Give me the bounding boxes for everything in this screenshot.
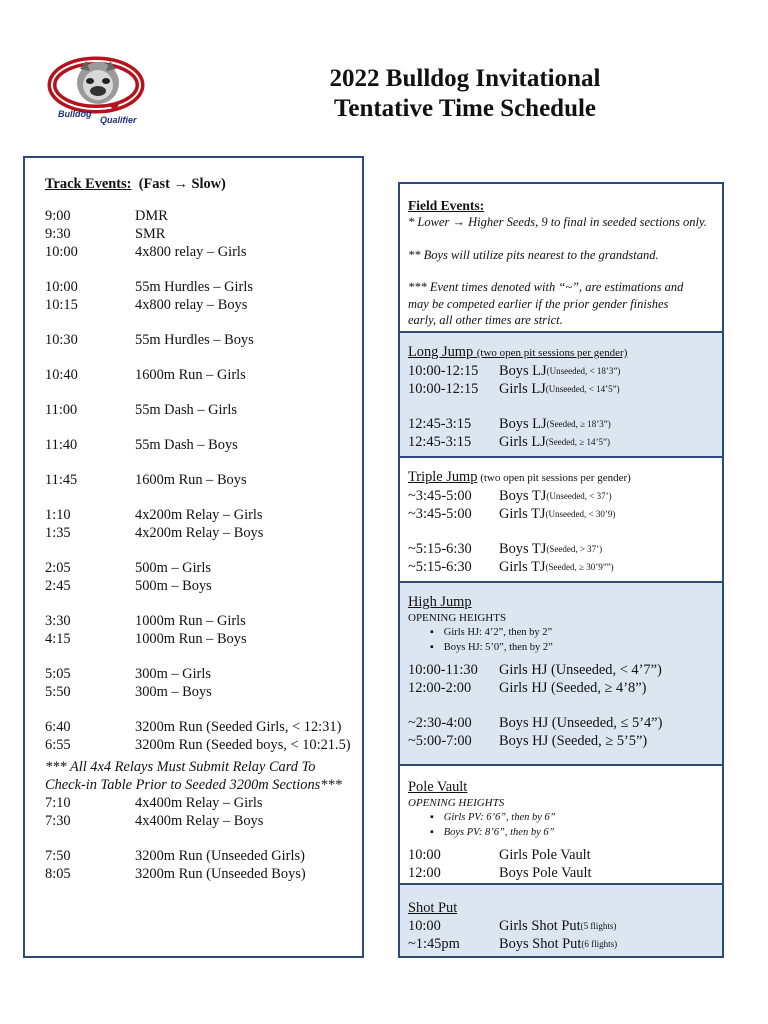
- event-row: [45, 794, 362, 812]
- event-row: [45, 278, 362, 296]
- track-events-order-note: (Fast → Slow): [138, 176, 226, 192]
- event-name: 1000m Run – Girls: [135, 613, 246, 629]
- high-jump-girls-opening: ▪ Girls HJ: 4’2”, then by 2”: [408, 625, 714, 640]
- schedule-time: 10:00-12:15: [408, 381, 479, 397]
- schedule-row: [408, 433, 714, 451]
- schedule-time: ~5:15-6:30: [408, 541, 472, 557]
- schedule-event: Girls TJ: [499, 559, 546, 575]
- schedule-event: Girls TJ: [499, 506, 546, 522]
- row-gap: [45, 701, 362, 718]
- schedule-row: [408, 935, 714, 953]
- event-name: 55m Hurdles – Boys: [135, 332, 254, 348]
- row-gap: [45, 454, 362, 471]
- triple-jump-box: [398, 456, 724, 583]
- event-row: [45, 736, 362, 754]
- event-name: 500m – Boys: [135, 578, 212, 594]
- event-time: 7:30: [45, 813, 71, 829]
- logo-text-bulldog: Bulldog: [58, 109, 92, 119]
- page-title: [270, 64, 660, 124]
- event-time: 7:10: [45, 795, 71, 811]
- event-name: 3200m Run (Seeded boys, < 10:21.5): [135, 737, 351, 753]
- field-note-estimates-3: early, all other times are strict.: [408, 313, 563, 327]
- schedule-qualifier: (Unseeded, < 14’5”): [545, 384, 620, 394]
- long-jump-box: [398, 331, 724, 458]
- event-row: [45, 243, 362, 261]
- schedule-row: [408, 661, 714, 679]
- schedule-time: 12:00: [408, 865, 441, 881]
- event-name: 4x400m Relay – Boys: [135, 813, 264, 829]
- schedule-event: Girls HJ (Unseeded, < 4’7”): [499, 662, 662, 678]
- event-time: 6:40: [45, 719, 71, 735]
- event-time: 5:50: [45, 684, 71, 700]
- event-time: 10:15: [45, 297, 78, 313]
- schedule-row: [408, 540, 714, 558]
- row-gap: [45, 595, 362, 612]
- schedule-time: 12:45-3:15: [408, 434, 472, 450]
- event-time: 10:00: [45, 279, 78, 295]
- track-events-heading: [45, 176, 362, 193]
- pole-vault-opening-heights: OPENING HEIGHTS: [408, 797, 505, 809]
- event-time: 11:00: [45, 402, 78, 418]
- event-row: [45, 506, 362, 524]
- schedule-time: ~1:45pm: [408, 936, 460, 952]
- schedule-event: Boys HJ (Unseeded, ≤ 5’4”): [499, 715, 663, 731]
- schedule-time: ~5:15-6:30: [408, 559, 472, 575]
- event-name: 4x800 relay – Girls: [135, 244, 247, 260]
- event-row: [45, 471, 362, 489]
- event-time: 6:55: [45, 737, 71, 753]
- schedule-time: 12:00-2:00: [408, 680, 472, 696]
- event-row: [45, 401, 362, 419]
- schedule-event: Girls Shot Put: [499, 918, 581, 934]
- event-row: [45, 577, 362, 595]
- row-gap: [408, 398, 714, 415]
- long-jump-schedule: [408, 362, 714, 451]
- schedule-qualifier: (Unseeded, < 37’): [546, 491, 612, 501]
- event-row: [45, 630, 362, 648]
- schedule-event: Girls LJ: [499, 381, 546, 397]
- field-events-intro-box: [398, 182, 724, 334]
- field-note-pits: ** Boys will utilize pits nearest to the grandstand.: [408, 247, 659, 262]
- track-event-list: [45, 207, 362, 754]
- schedule-time: 10:00: [408, 847, 441, 863]
- schedule-row: [408, 415, 714, 433]
- schedule-qualifier: (6 flights): [581, 939, 618, 949]
- event-row: [45, 207, 362, 225]
- long-jump-title: Long Jump (two open pit sessions per gender): [408, 344, 628, 360]
- schedule-row: [408, 487, 714, 505]
- schedule-row: [408, 679, 714, 697]
- schedule-event: Boys Shot Put: [499, 936, 582, 952]
- field-events-heading: Field Events:: [408, 198, 485, 213]
- pole-vault-boys-opening: ▪ Boys PV: 8’6”, then by 6”: [408, 825, 714, 840]
- field-note-seeds: * Lower → Higher Seeds, 9 to final in seeded sections only.: [408, 215, 707, 229]
- schedule-time: 10:00-11:30: [408, 662, 478, 678]
- event-row: [45, 718, 362, 736]
- bulldog-logo: [46, 55, 158, 131]
- event-time: 3:30: [45, 613, 71, 629]
- schedule-row: [408, 864, 714, 882]
- event-name: 3200m Run (Unseeded Boys): [135, 866, 306, 882]
- event-time: 1:35: [45, 525, 71, 541]
- event-name: 55m Hurdles – Girls: [135, 279, 253, 295]
- event-row: [45, 612, 362, 630]
- schedule-row: [408, 505, 714, 523]
- row-gap: [45, 830, 362, 847]
- row-gap: [45, 542, 362, 559]
- event-row: [45, 331, 362, 349]
- schedule-time: ~5:00-7:00: [408, 733, 472, 749]
- schedule-row: [408, 362, 714, 380]
- schedule-event: Boys TJ: [499, 541, 547, 557]
- schedule-time: ~3:45-5:00: [408, 506, 472, 522]
- event-time: 2:05: [45, 560, 71, 576]
- event-row: [45, 665, 362, 683]
- track-event-list-late: [45, 794, 362, 883]
- event-row: [45, 683, 362, 701]
- high-jump-title: High Jump: [408, 594, 472, 610]
- event-row: [45, 296, 362, 314]
- schedule-qualifier: (5 flights): [580, 921, 617, 931]
- pole-vault-schedule: [408, 846, 714, 882]
- event-name: 300m – Boys: [135, 684, 212, 700]
- event-name: 4x200m Relay – Girls: [135, 507, 263, 523]
- shot-put-schedule: [408, 917, 714, 953]
- row-gap: [45, 489, 362, 506]
- schedule-row: [408, 732, 714, 750]
- event-name: 4x800 relay – Boys: [135, 297, 248, 313]
- event-time: 10:30: [45, 332, 78, 348]
- schedule-event: Boys LJ: [499, 416, 547, 432]
- schedule-time: 10:00-12:15: [408, 363, 479, 379]
- event-time: 2:45: [45, 578, 71, 594]
- event-time: 8:05: [45, 866, 71, 882]
- pole-vault-title: Pole Vault: [408, 779, 468, 795]
- row-gap: [45, 261, 362, 278]
- event-time: 10:40: [45, 367, 78, 383]
- schedule-event: Boys LJ: [499, 363, 547, 379]
- relay-card-note-line-2: Check-in Table Prior to Seeded 3200m Sections***: [45, 777, 342, 793]
- event-name: 1000m Run – Boys: [135, 631, 247, 647]
- event-row: [45, 865, 362, 883]
- title-line-1: 2022 Bulldog Invitational: [329, 65, 601, 92]
- title-line-2: Tentative Time Schedule: [333, 95, 597, 122]
- row-gap: [45, 349, 362, 366]
- track-events-box: [23, 156, 364, 958]
- schedule-qualifier: (Seeded, ≥ 30’9””): [545, 562, 614, 572]
- shot-put-box: [398, 883, 724, 958]
- event-row: [45, 847, 362, 865]
- triple-jump-title: Triple Jump (two open pit sessions per gender): [408, 469, 631, 485]
- event-row: [45, 524, 362, 542]
- event-name: 4x200m Relay – Boys: [135, 525, 264, 541]
- event-name: 55m Dash – Boys: [135, 437, 238, 453]
- shot-put-title: Shot Put: [408, 900, 458, 916]
- event-time: 11:45: [45, 472, 78, 488]
- row-gap: [45, 419, 362, 436]
- schedule-row: [408, 917, 714, 935]
- event-time: 1:10: [45, 507, 71, 523]
- event-name: 1600m Run – Boys: [135, 472, 247, 488]
- field-note-estimates-2: may be competed earlier if the prior gender finishes: [408, 296, 669, 311]
- event-time: 7:50: [45, 848, 71, 864]
- event-name: 300m – Girls: [135, 666, 211, 682]
- event-name: 55m Dash – Girls: [135, 402, 237, 418]
- schedule-qualifier: (Seeded, ≥ 14’5”): [545, 437, 610, 447]
- field-note-estimates-1: *** Event times denoted with “~”, are estimations and: [408, 280, 684, 294]
- event-name: 3200m Run (Unseeded Girls): [135, 848, 305, 864]
- event-time: 10:00: [45, 244, 78, 260]
- event-time: 5:05: [45, 666, 71, 682]
- pole-vault-girls-opening: ▪ Girls PV: 6’6”, then by 6”: [408, 810, 714, 825]
- schedule-event: Girls LJ: [499, 434, 546, 450]
- schedule-row: [408, 846, 714, 864]
- schedule-time: ~2:30-4:00: [408, 715, 472, 731]
- schedule-row: [408, 714, 714, 732]
- event-name: SMR: [135, 226, 166, 242]
- schedule-time: 12:45-3:15: [408, 416, 472, 432]
- event-row: [45, 366, 362, 384]
- event-name: 1600m Run – Girls: [135, 367, 246, 383]
- event-name: DMR: [135, 208, 168, 224]
- high-jump-box: [398, 581, 724, 766]
- schedule-qualifier: (Unseeded, < 18’3”): [546, 366, 621, 376]
- schedule-event: Girls Pole Vault: [499, 847, 591, 863]
- event-time: 4:15: [45, 631, 71, 647]
- logo-text-qualifier: Qualifier: [100, 115, 137, 125]
- track-events-label: Track Events:: [45, 176, 132, 192]
- schedule-qualifier: (Seeded, ≥ 18’3”): [546, 419, 611, 429]
- row-gap: [408, 697, 714, 714]
- row-gap: [408, 523, 714, 540]
- schedule-event: Boys Pole Vault: [499, 865, 592, 881]
- high-jump-schedule: [408, 661, 714, 750]
- schedule-time: ~3:45-5:00: [408, 488, 472, 504]
- schedule-qualifier: (Seeded, > 37’): [546, 544, 603, 554]
- high-jump-boys-opening: ▪ Boys HJ: 5’0”, then by 2”: [408, 640, 714, 655]
- high-jump-opening-heights: OPENING HEIGHTS: [408, 612, 507, 624]
- schedule-time: 10:00: [408, 918, 441, 934]
- event-row: [45, 559, 362, 577]
- schedule-event: Girls HJ (Seeded, ≥ 4’8”): [499, 680, 647, 696]
- event-row: [45, 436, 362, 454]
- schedule-row: [408, 558, 714, 576]
- row-gap: [45, 384, 362, 401]
- triple-jump-schedule: [408, 487, 714, 576]
- relay-card-note-line-1: *** All 4x4 Relays Must Submit Relay Card To: [45, 759, 316, 775]
- schedule-qualifier: (Unseeded, < 30’9): [545, 509, 616, 519]
- event-row: [45, 812, 362, 830]
- schedule-event: Boys HJ (Seeded, ≥ 5’5”): [499, 733, 648, 749]
- event-time: 9:00: [45, 208, 71, 224]
- schedule-event: Boys TJ: [499, 488, 547, 504]
- pole-vault-box: [398, 764, 724, 885]
- event-name: 3200m Run (Seeded Girls, < 12:31): [135, 719, 342, 735]
- row-gap: [45, 314, 362, 331]
- event-name: 500m – Girls: [135, 560, 211, 576]
- event-row: [45, 225, 362, 243]
- event-time: 11:40: [45, 437, 78, 453]
- event-time: 9:30: [45, 226, 71, 242]
- row-gap: [45, 648, 362, 665]
- event-name: 4x400m Relay – Girls: [135, 795, 263, 811]
- schedule-row: [408, 380, 714, 398]
